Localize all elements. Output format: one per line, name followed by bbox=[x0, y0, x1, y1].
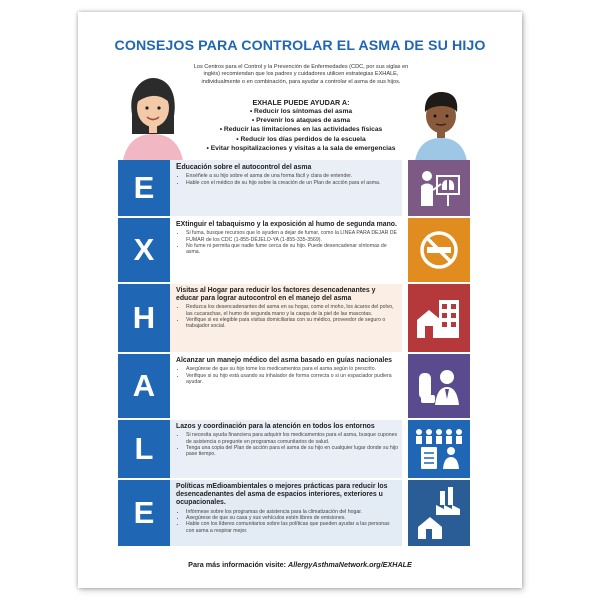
row-content bbox=[170, 160, 402, 218]
footer-link[interactable]: AllergyAsthmaNetwork.org/EXHALE bbox=[288, 560, 412, 569]
row-content bbox=[170, 284, 402, 354]
row-letter: X bbox=[118, 218, 170, 284]
row-content bbox=[170, 218, 402, 284]
row-bullet: • Si fuma, busque recursos que lo ayuden a dejar de fumar, como la LINEA PARA DEJAR DE FUMAR de los CDC (1-855-DÉJELO-YA (1-855-335-3569). bbox=[186, 230, 398, 243]
factory-house-icon bbox=[408, 480, 470, 548]
row-content bbox=[170, 420, 402, 480]
exhale-row-e bbox=[118, 160, 470, 218]
benefit-item: • Evitar hospitalizaciones y visitas a la sala de emergencias bbox=[174, 144, 428, 153]
footer-label: Para más información visite: bbox=[188, 560, 289, 569]
benefit-item: • Reducir los días perdidos de la escuela bbox=[174, 135, 428, 144]
row-bullet: • Verifique si es elegible para visitas domiciliarias con su médico, proveedor de seguro o trabajador social. bbox=[186, 317, 398, 330]
home-building-icon bbox=[408, 284, 470, 354]
row-letter: E bbox=[118, 160, 170, 218]
row-letter: L bbox=[118, 420, 170, 480]
row-bullet: • Infórmese sobre los programas de asistencia para la climatización del hogar. bbox=[186, 509, 398, 515]
people-clipboard-icon bbox=[408, 420, 470, 480]
row-bullet: • Hable con los líderes comunitarios sobre las políticas que pueden ayudar a las personas con asma a respirar mejor. bbox=[186, 521, 398, 534]
row-bullet: • Enséñele a su hijo sobre el asma de una forma fácil y clara de entender. bbox=[186, 173, 398, 179]
exhale-row-a bbox=[118, 354, 470, 420]
exhale-subheading: EXHALE PUEDE AYUDAR A: bbox=[252, 98, 350, 107]
benefit-item: • Reducir las limitaciones en las actividades físicas bbox=[174, 125, 428, 134]
row-letter: A bbox=[118, 354, 170, 420]
row-bullet: • Si necesita ayuda financiera para adquirir los medicamentos para el asma, busque cupones de asistencia o pregunte en programas comunitarios de salud. bbox=[186, 432, 398, 445]
exhale-row-l bbox=[118, 420, 470, 480]
row-bullet: • Hable con el médico de su hijo sobre la creación de un Plan de acción para el asma. bbox=[186, 180, 398, 186]
inhaler-doctor-icon bbox=[408, 354, 470, 420]
exhale-row-x bbox=[118, 218, 470, 284]
row-heading: Visitas al Hogar para reducir los factores desencadenantes y educar para lograr autocontrol en el manejo del asma bbox=[176, 287, 376, 303]
row-bullet: • Asegúrese de que su casa y sus vehículos estén libres de emisiones. bbox=[186, 515, 398, 521]
benefits-list bbox=[174, 107, 428, 153]
benefit-item: • Reducir los síntomas del asma bbox=[174, 107, 428, 116]
row-heading: Políticas mEdioambientales o mejores prácticas para reducir los desencadenantes del asma de espacios interiores, exteriores u ocupacionales. bbox=[176, 483, 388, 507]
row-bullet: • Reduzca los desencadenantes del asma en su hogar, como el moho, los ácaros del polvo, las cucarachas, el humo de segunda mano y la caspa de la piel de las mascotas. bbox=[186, 304, 398, 317]
row-letter: H bbox=[118, 284, 170, 354]
no-smoking-icon bbox=[408, 218, 470, 284]
row-heading: EXtinguir el tabaquismo y la exposición al humo de segunda mano. bbox=[176, 221, 397, 228]
poster-title: CONSEJOS PARA CONTROLAR EL ASMA DE SU HIJO bbox=[114, 38, 486, 54]
row-content bbox=[170, 480, 402, 548]
intro-paragraph: Los Centros para el Control y la Prevención de Enfermedades (CDC, por sus siglas en inglés) recomiendan que los padres y cuidadores utilicen estrategias EXHALE, individualmente o en combinación, para ayudar a controlar el asma de sus hijos. bbox=[193, 64, 409, 85]
benefit-item: • Prevenir los ataques de asma bbox=[174, 116, 428, 125]
row-letter: E bbox=[118, 480, 170, 548]
exhale-row-e2 bbox=[118, 480, 470, 548]
row-bullet: • Tenga una copia del Plan de acción para el asma de su hijo en cualquier lugar donde su hijo pase tiempo. bbox=[186, 445, 398, 458]
footer bbox=[78, 560, 522, 569]
row-heading: Lazos y coordinación para la atención en todos los entornos bbox=[176, 423, 375, 430]
doctor-lungs-icon bbox=[408, 160, 470, 218]
row-bullet: • Asegúrese de que su hijo tome los medicamentos para el asma según lo prescrito. bbox=[186, 366, 398, 372]
row-bullet: • Verifique si su hijo está usando su inhalador de forma correcta o si un espaciador pudiera ayudar. bbox=[186, 373, 398, 386]
row-heading: Alcanzar un manejo médico del asma basado en guías nacionales bbox=[176, 357, 392, 364]
poster-sheet bbox=[78, 12, 522, 588]
row-heading: Educación sobre el autocontrol del asma bbox=[176, 162, 312, 171]
row-content bbox=[170, 354, 402, 420]
exhale-row-h bbox=[118, 284, 470, 354]
row-bullet: • No fume ni permita que nadie fume cerca de su hijo. Puede desencadenar síntomas de asma. bbox=[186, 243, 398, 256]
